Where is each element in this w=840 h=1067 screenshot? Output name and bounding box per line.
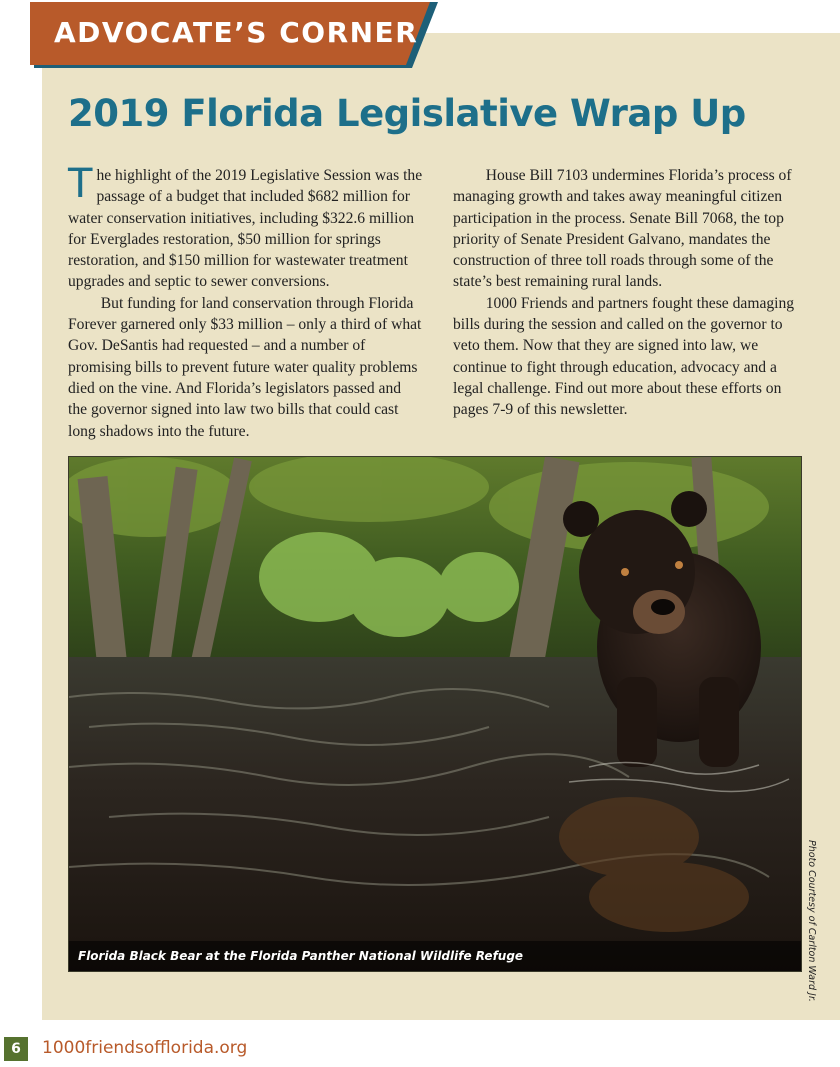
article-paragraph: 1000 Friends and partners fought these damaging bills during the session and called on the governor to veto them. Now that they are signed into law, we continue to fight through education, advocacy and a legal challenge. Find out more about these efforts on pages 7-9 of this newsletter. [453, 294, 795, 419]
section-banner [30, 2, 440, 70]
photo-credit [803, 840, 833, 1002]
article-headline: 2019 Florida Legislative Wrap Up [68, 92, 746, 135]
bear-photo-illustration [69, 457, 802, 972]
article-paragraph: But funding for land conservation through Florida Forever garnered only $33 million – only a third of what Gov. DeSantis had requested – and a number of promising bills to prevent future water quality problems died on the vine. And Florida’s legislators passed and the governor signed into law two bills that could cast long shadows into the future. [68, 294, 422, 440]
page-number: 6 [4, 1037, 28, 1061]
photo-caption: Florida Black Bear at the Florida Panther National Wildlife Refuge [78, 949, 524, 963]
article-paragraph [68, 161, 423, 293]
bear-photo [68, 456, 802, 972]
photo-credit-text: Photo Courtesy of Carlton Ward Jr. [806, 840, 817, 1002]
article-column-left [68, 161, 423, 442]
section-banner-label: ADVOCATE’S CORNER [54, 16, 419, 49]
drop-cap: T [68, 161, 93, 207]
website-link[interactable]: 1000friendsofflorida.org [42, 1038, 248, 1058]
paragraph-text: he highlight of the 2019 Legislative Session was the passage of a budget that included $682 million for water conservation initiatives, including $322.6 million for Everglades restoration, $50 million for springs restoration, and $150 million for wastewater treatment upgrades and septic to sewer conversions. [68, 167, 423, 291]
article-paragraph: House Bill 7103 undermines Florida’s process of managing growth and takes away meaningful citizen participation in the process. Senate Bill 7068, the top priority of Senate President Galvano, mandates the construction of three toll roads through some of the state’s best remaining rural lands. [453, 167, 792, 291]
article-column-right [453, 165, 808, 421]
